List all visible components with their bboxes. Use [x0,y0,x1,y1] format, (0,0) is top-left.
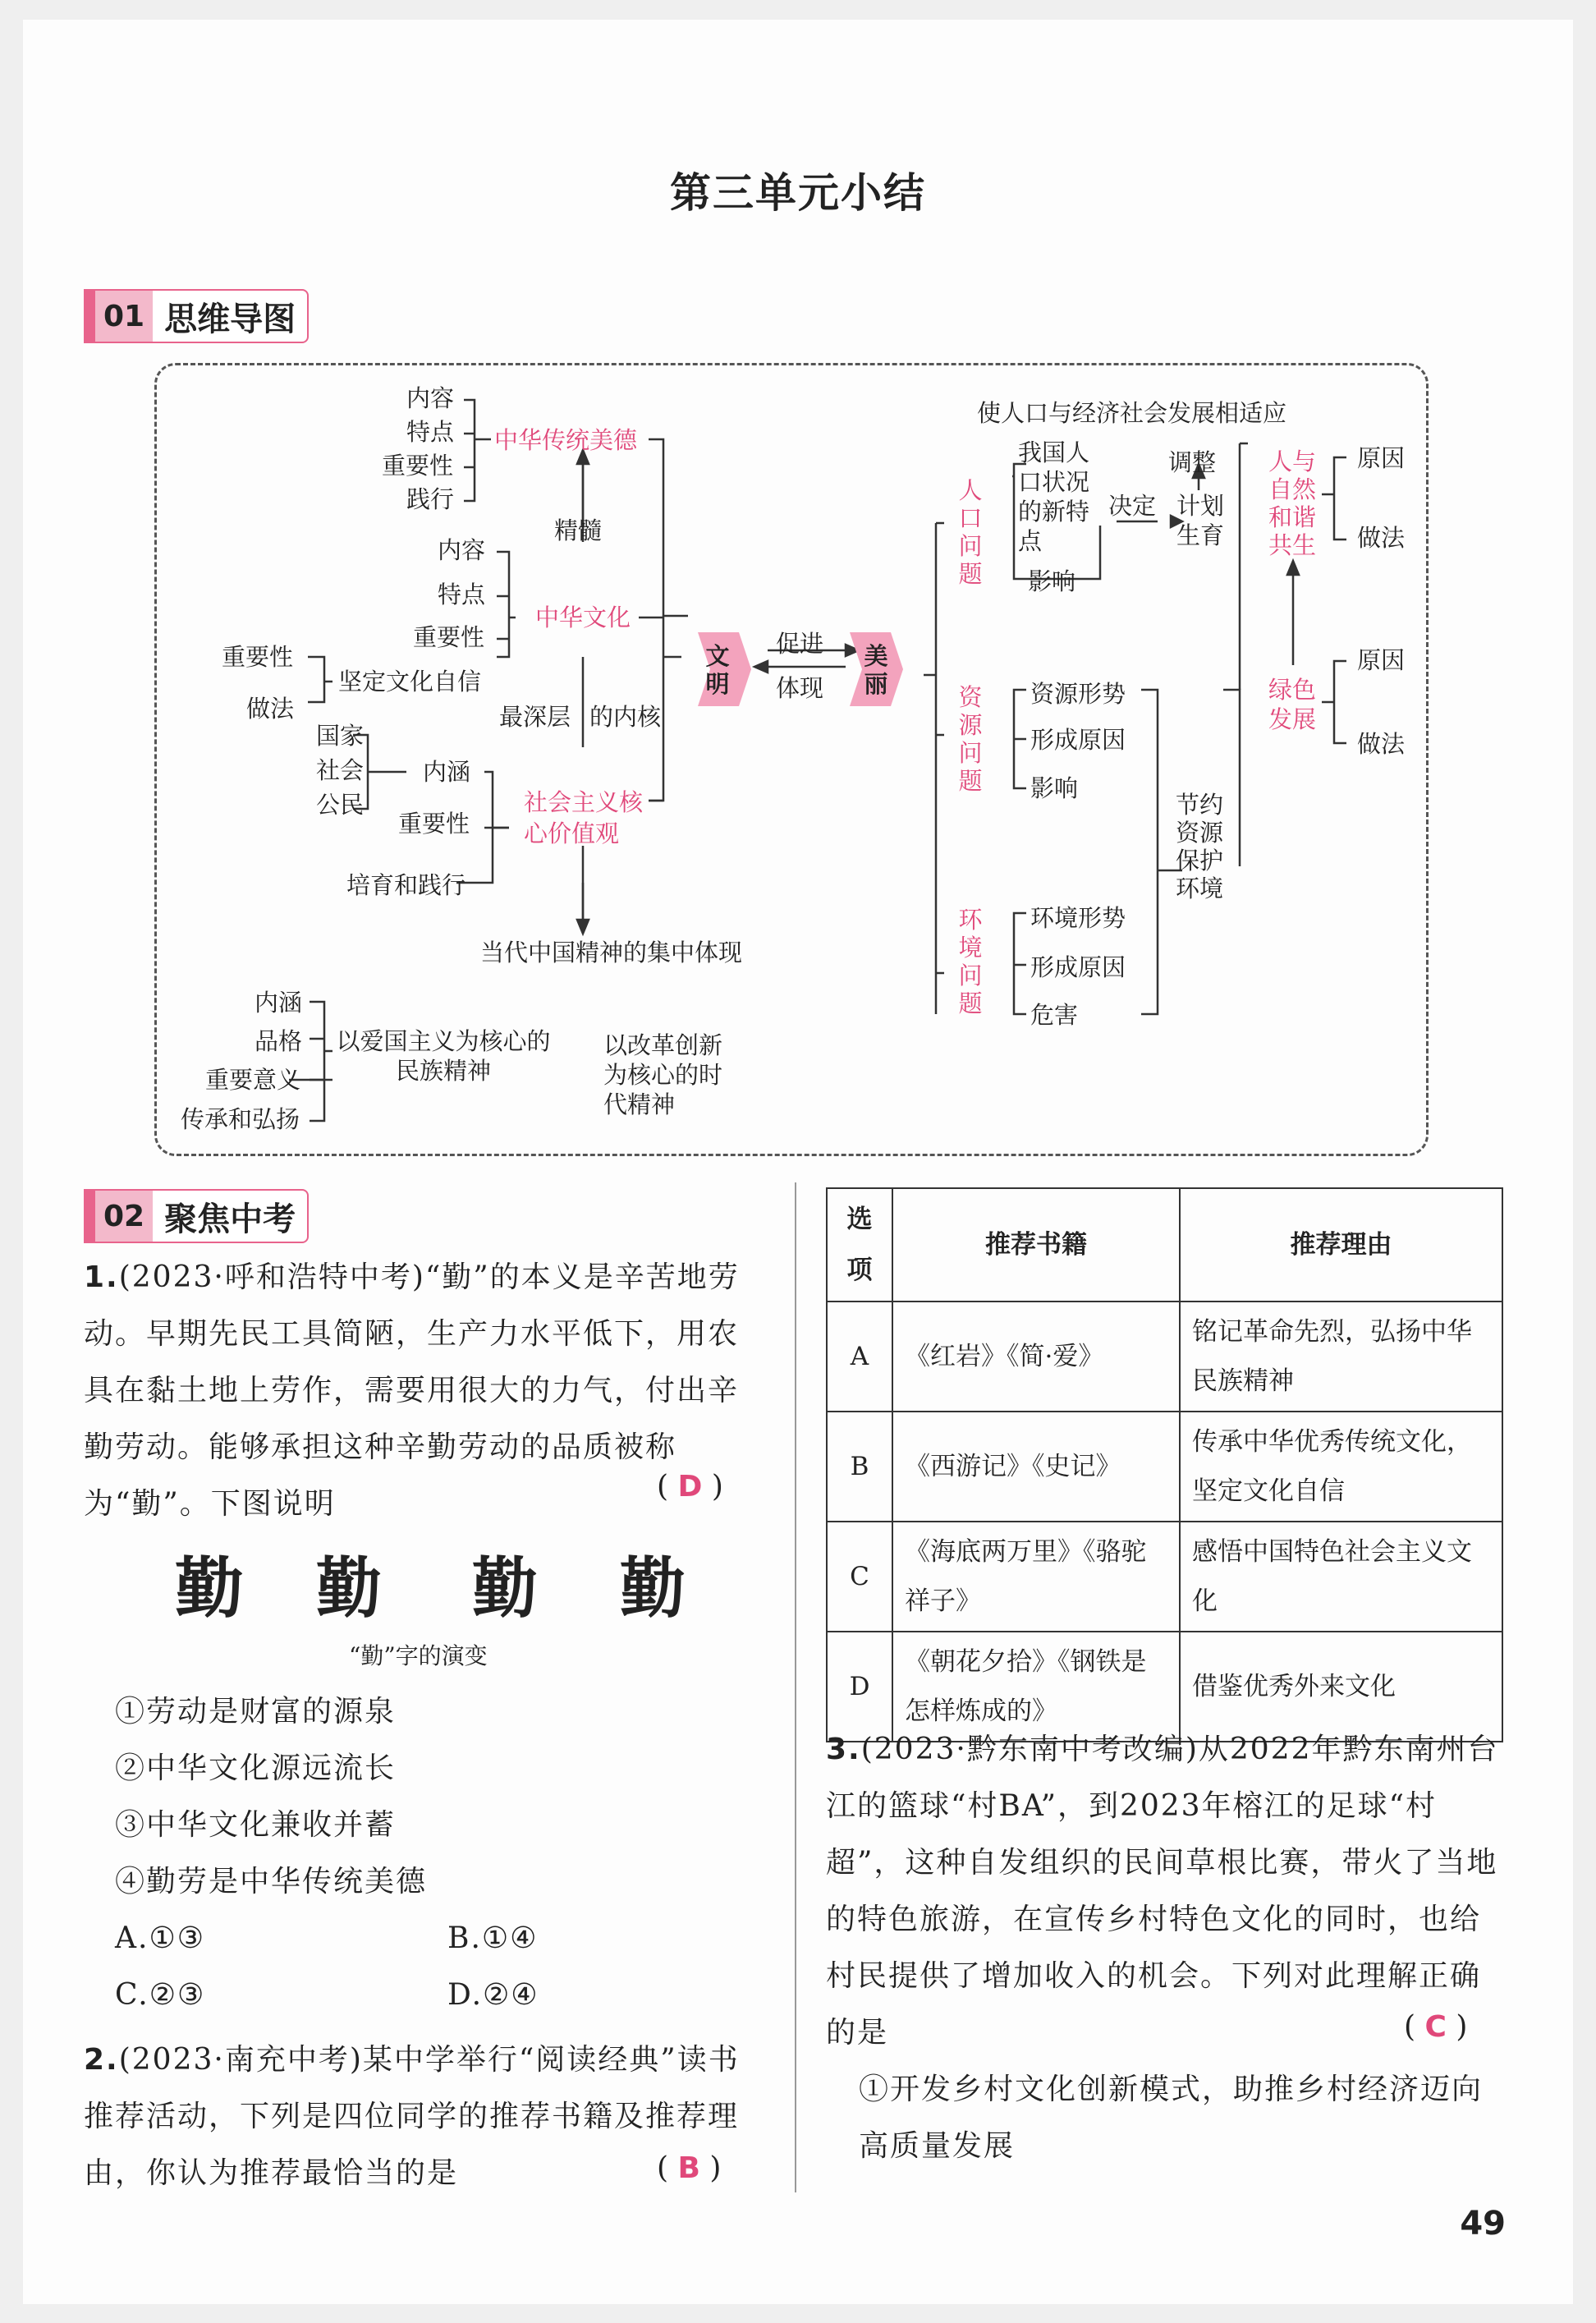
answer: D [677,1470,703,1504]
choice-item: ④勤劳是中华传统美德 [115,1865,428,1898]
mm-node: 原因 [1357,646,1406,674]
choice-item: ①劳动是财富的源泉 [115,1695,397,1728]
table-cell: 借鉴优秀外来文化 [1180,1632,1502,1742]
mm-node-resource: 资源问题 [958,683,983,795]
mm-node: 内容 [406,384,455,412]
section-label: 聚焦中考 [164,1199,296,1238]
mm-node: 品格 [255,1027,303,1055]
table-cell: 《西游记》《史记》 [892,1412,1180,1522]
mm-node: 使人口与经济社会发展相适应 [977,399,1287,427]
mm-node: 社会 [316,756,365,784]
mm-node: 重要意义 [205,1066,301,1094]
column-divider [795,1182,796,2192]
mm-node: 重要性 [382,452,454,480]
table-cell: 《朝花夕拾》《钢铁是怎样炼成的》 [892,1632,1180,1742]
table-row [827,1522,1502,1632]
section-number: 02 [95,1191,153,1242]
mm-node: 影响 [1030,774,1079,802]
mm-node: 资源形势 [1030,680,1126,708]
mm-node: 国家 [316,722,365,750]
mm-node: 精髓 [554,516,603,544]
mm-node-population: 人口问题 [958,476,983,588]
table-cell: 《红岩》《简·爱》 [892,1302,1180,1412]
mm-node: 形成原因 [1030,953,1126,981]
mm-node: 重要性 [222,643,294,671]
mm-node: 决定 [1108,492,1157,520]
question-number: 3. [826,1733,861,1766]
mm-node-harmony: 人与自然和谐共生 [1268,448,1317,559]
mm-node-beauty: 美丽 [864,642,888,698]
mm-node: 传承和弘扬 [181,1105,300,1133]
question-text: (2023·呼和浩特中考)“勤”的本义是辛苦地劳动。早期先民工具简陋，生产力水平低下，用农具在黏土地上劳作，需要用很大的力气，付出辛勤劳动。能够承担这种辛勤劳动的品质被称为“勤”。下图说明 [84,1260,740,1521]
mm-node-national-spirit: 以爱国主义为核心的民族精神 [336,1027,551,1085]
answer: C [1424,2010,1447,2044]
mm-node: 我国人口状况的新特点 [1018,438,1090,555]
option: C.②③ [115,1978,206,2012]
mm-node: 内容 [438,536,486,564]
answer: B [677,2151,700,2185]
mm-node-traditional-virtue: 中华传统美德 [494,426,638,454]
mm-node: 重要性 [413,623,485,651]
option: A.①③ [115,1921,205,1955]
question-text: (2023·南充中考)某中学举行“阅读经典”读书推荐活动，下列是四位同学的推荐书籍及推荐理由，你认为推荐最恰当的是 [84,2043,740,2190]
answer-bracket: ( C ) [1404,2010,1468,2044]
option: D.②④ [447,1978,539,2012]
mm-node: 内涵 [423,758,471,786]
section-number: 01 [95,291,153,342]
figure-caption: “勤”字的演变 [349,1642,488,1669]
question-number: 2. [84,2043,119,2077]
mm-node: 做法 [1357,730,1406,758]
question-text: (2023·黔东南中考改编)从2022年黔东南州台江的篮球“村BA”，到2023年榕江的足球“村超”，这种自发组织的民间草根比赛，带火了当地的特色旅游，在宣传乡村特色文化的同时，也给村民提供了增加收入的机会。下列对此理解正确的是 [826,1733,1499,2050]
mm-node: 重要性 [398,810,470,838]
choice-item: ③中华文化兼收并蓄 [115,1808,397,1842]
table-header: 推荐书籍 [892,1188,1180,1302]
ancient-char: 勤 [175,1549,244,1627]
table-cell: D [827,1632,892,1742]
table-header: 选项 [827,1188,892,1302]
mm-node-green: 绿色发展 [1268,676,1317,733]
table-cell: 感悟中国特色社会主义文化 [1180,1522,1502,1632]
mm-node-civilization: 文明 [705,642,730,698]
mm-node-environment: 环境问题 [958,906,983,1017]
table-cell: 传承中华优秀传统文化，坚定文化自信 [1180,1412,1502,1522]
mm-node: 计划生育 [1176,492,1225,549]
ancient-char: 勤 [620,1549,686,1627]
char-evolution [177,1536,686,1630]
mm-node: 做法 [246,695,295,723]
mm-node: 调整 [1168,448,1217,476]
choice-item: ①开发乡村文化创新模式，助推乡村经济迈向高质量发展 [859,2073,1484,2163]
mm-node: 做法 [1357,524,1406,552]
mm-node: 特点 [438,581,486,608]
table-cell: C [827,1522,892,1632]
table-cell: 《海底两万里》《骆驼祥子》 [892,1522,1180,1632]
mm-node: 危害 [1030,1001,1079,1029]
mm-node: 形成原因 [1030,726,1126,754]
table-header: 推荐理由 [1180,1188,1502,1302]
mm-node: 节约资源保护环境 [1176,791,1224,902]
mm-node: 培育和践行 [346,871,466,899]
mm-node: 内涵 [255,989,303,1017]
mm-node: 最深层 [499,703,571,731]
ancient-char: 勤 [316,1549,382,1627]
section-exam-header [84,1189,309,1243]
mm-node: 坚定文化自信 [338,668,482,696]
mm-node-core-values: 社会主义核心价值观 [524,788,644,847]
answer-bracket: ( D ) [657,1470,723,1504]
section-label: 思维导图 [164,299,296,338]
mm-node: 环境形势 [1030,904,1126,932]
table-header-row [827,1188,1502,1302]
mm-node: 公民 [316,791,365,819]
mm-node-chinese-culture: 中华文化 [535,604,631,631]
page-title: 第三单元小结 [670,168,926,217]
table-cell: B [827,1412,892,1522]
table-row [827,1302,1502,1412]
mm-node: 促进 [776,630,824,658]
option: B.①④ [447,1921,539,1955]
table-row [827,1412,1502,1522]
mm-node-era-spirit: 以改革创新为核心的时代精神 [603,1031,723,1118]
mm-node: 践行 [406,485,455,513]
ancient-char: 勤 [472,1549,538,1627]
question-1 [84,1249,757,1532]
mm-node: 影响 [1028,567,1076,595]
mm-node: 当代中国精神的集中体现 [480,939,743,966]
table-cell: A [827,1302,892,1412]
table-cell: 铭记革命先烈，弘扬中华民族精神 [1180,1302,1502,1412]
recommendation-table [826,1187,1503,1742]
question-number: 1. [84,1260,119,1294]
mm-node: 特点 [406,418,455,446]
choice-item: ②中华文化源远流长 [115,1751,397,1785]
mm-node: 体现 [776,674,824,702]
answer-bracket: ( B ) [657,2151,722,2185]
question-2 [84,2031,757,2201]
mm-node: 原因 [1357,444,1406,472]
page-number: 49 [1460,2205,1506,2243]
mm-node: 的内核 [589,703,662,731]
